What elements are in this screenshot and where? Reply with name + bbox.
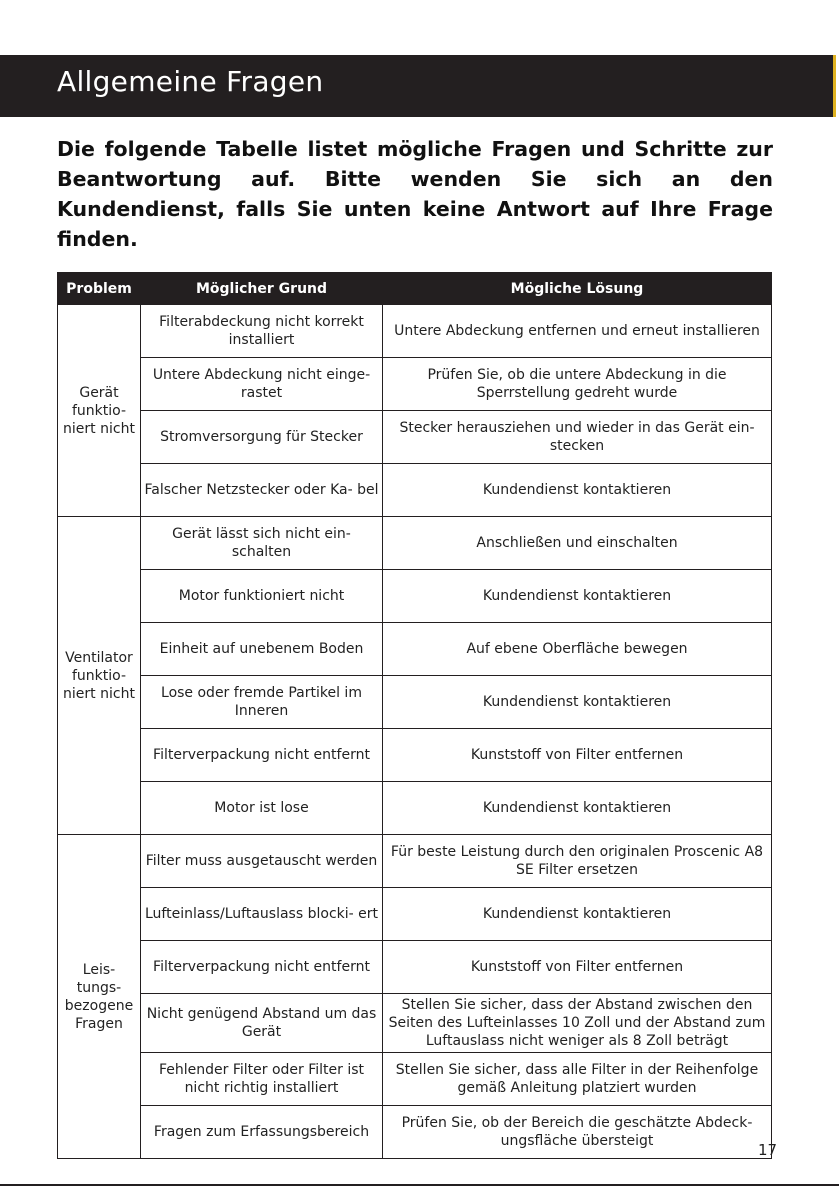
solution-cell: Kundendienst kontaktieren: [383, 570, 772, 623]
header-accent: [833, 55, 836, 117]
solution-cell: Stellen Sie sicher, dass der Abstand zwischen den Seiten des Lufteinlasses 10 Zoll und der Abstand zum Luftauslass nicht weniger als 8 Zoll beträgt: [383, 994, 772, 1053]
table-row: [58, 888, 772, 941]
reason-cell: Lose oder fremde Partikel im Inneren: [141, 676, 383, 729]
reason-cell: Einheit auf unebenem Boden: [141, 623, 383, 676]
reason-cell: Motor ist lose: [141, 782, 383, 835]
table-row: [58, 305, 772, 358]
solution-cell: Prüfen Sie, ob der Bereich die geschätzte Abdeck- ungsfläche übersteigt: [383, 1106, 772, 1159]
reason-cell: Filterverpackung nicht entfernt: [141, 729, 383, 782]
table-row: [58, 782, 772, 835]
solution-cell: Stellen Sie sicher, dass alle Filter in der Reihenfolge gemäß Anleitung platziert wurden: [383, 1053, 772, 1106]
page-number: 17: [758, 1141, 778, 1159]
solution-cell: Kundendienst kontaktieren: [383, 464, 772, 517]
column-header-problem: Problem: [58, 273, 141, 305]
table-row: [58, 676, 772, 729]
solution-cell: Kundendienst kontaktieren: [383, 888, 772, 941]
solution-cell: Kunststoff von Filter entfernen: [383, 941, 772, 994]
header-bar: [0, 55, 836, 117]
reason-cell: Falscher Netzstecker oder Ka- bel: [141, 464, 383, 517]
table-row: [58, 517, 772, 570]
faq-table: [57, 272, 772, 1159]
solution-cell: Kundendienst kontaktieren: [383, 676, 772, 729]
solution-cell: Kundendienst kontaktieren: [383, 782, 772, 835]
reason-cell: Motor funktioniert nicht: [141, 570, 383, 623]
table-row: [58, 570, 772, 623]
table-header-row: [58, 273, 772, 305]
solution-cell: Anschließen und einschalten: [383, 517, 772, 570]
table-row: [58, 358, 772, 411]
table-row: [58, 729, 772, 782]
solution-cell: Für beste Leistung durch den originalen Proscenic A8 SE Filter ersetzen: [383, 835, 772, 888]
footer-divider: [0, 1184, 839, 1186]
solution-cell: Untere Abdeckung entfernen und erneut installieren: [383, 305, 772, 358]
column-header-reason: Möglicher Grund: [141, 273, 383, 305]
table-row: [58, 941, 772, 994]
table-row: [58, 1106, 772, 1159]
solution-cell: Kunststoff von Filter entfernen: [383, 729, 772, 782]
reason-cell: Filterverpackung nicht entfernt: [141, 941, 383, 994]
solution-cell: Auf ebene Oberfläche bewegen: [383, 623, 772, 676]
table-row: [58, 994, 772, 1053]
reason-cell: Gerät lässt sich nicht ein- schalten: [141, 517, 383, 570]
table-row: [58, 411, 772, 464]
table-row: [58, 1053, 772, 1106]
table-row: [58, 623, 772, 676]
reason-cell: Filterabdeckung nicht korrekt installiert: [141, 305, 383, 358]
reason-cell: Fehlender Filter oder Filter ist nicht richtig installiert: [141, 1053, 383, 1106]
solution-cell: Stecker herausziehen und wieder in das Gerät ein- stecken: [383, 411, 772, 464]
problem-cell: Ventilator funktio- niert nicht: [58, 517, 141, 835]
column-header-solution: Mögliche Lösung: [383, 273, 772, 305]
reason-cell: Lufteinlass/Luftauslass blocki- ert: [141, 888, 383, 941]
page-title: Allgemeine Fragen: [57, 65, 324, 98]
reason-cell: Untere Abdeckung nicht einge- rastet: [141, 358, 383, 411]
table-row: [58, 464, 772, 517]
reason-cell: Stromversorgung für Stecker: [141, 411, 383, 464]
reason-cell: Filter muss ausgetauscht werden: [141, 835, 383, 888]
reason-cell: Nicht genügend Abstand um das Gerät: [141, 994, 383, 1053]
problem-cell: Leis- tungs- bezogene Fragen: [58, 835, 141, 1159]
table-row: [58, 835, 772, 888]
reason-cell: Fragen zum Erfassungsbereich: [141, 1106, 383, 1159]
solution-cell: Prüfen Sie, ob die untere Abdeckung in die Sperrstellung gedreht wurde: [383, 358, 772, 411]
intro-text: Die folgende Tabelle listet mögliche Fragen und Schritte zur Beantwortung auf. Bitte wenden Sie sich an den Kundendienst, falls Sie unten keine Antwort auf Ihre Frage finden.: [57, 137, 773, 251]
problem-cell: Gerät funktio- niert nicht: [58, 305, 141, 517]
